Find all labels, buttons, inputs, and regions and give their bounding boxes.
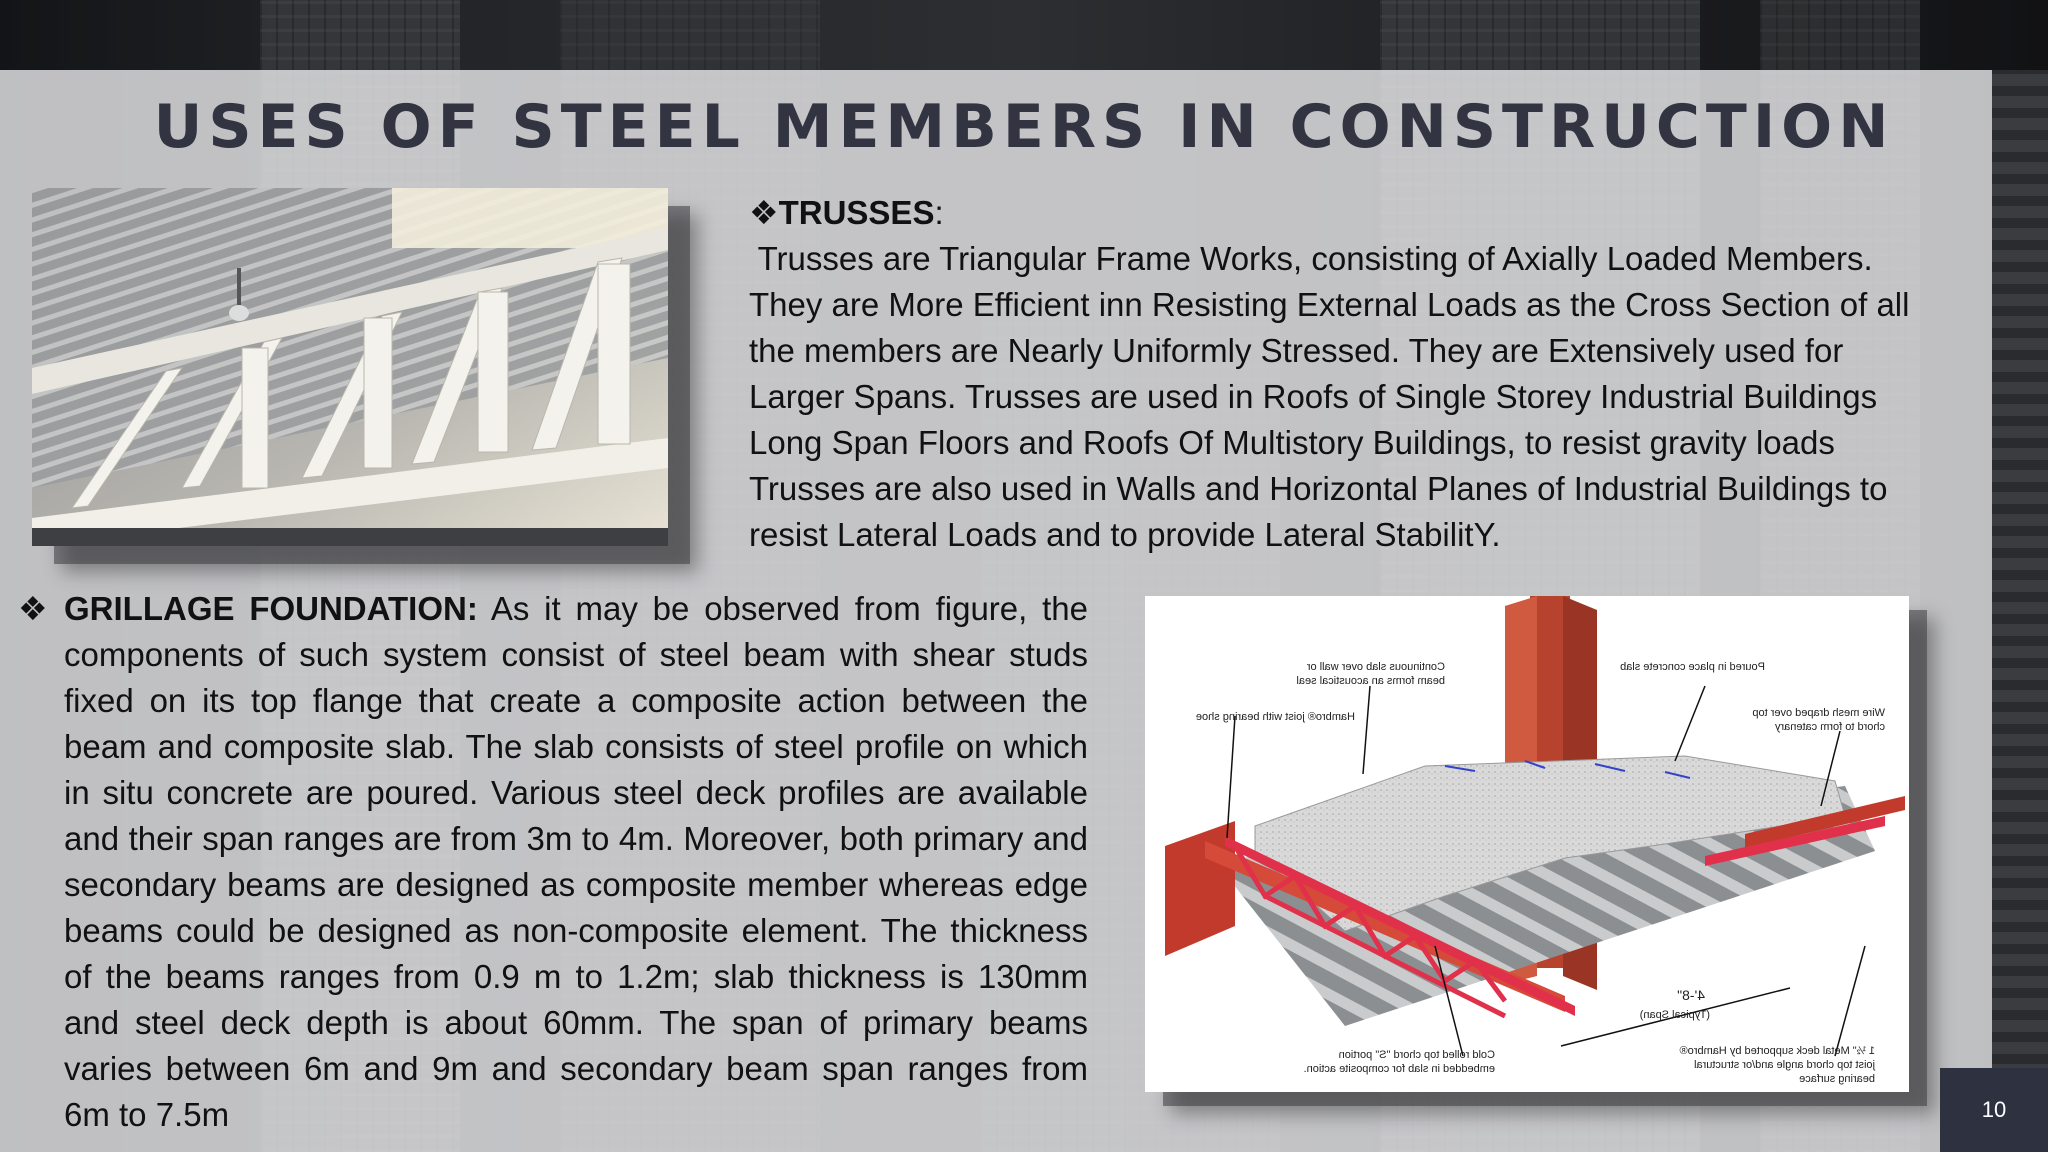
label-span-note: (Typical Span) [1639, 1009, 1710, 1021]
trusses-line: They are More Efficient inn Resisting External Loads as the Cross Section of all [749, 286, 1910, 323]
trusses-line: Long Span Floors and Roofs Of Multistory Buildings, to resist gravity loads [749, 424, 1835, 461]
trusses-line: Trusses are also used in Walls and Horizontal Planes of Industrial Buildings to [749, 470, 1888, 507]
label-poured-slab: Poured in place concrete slab [1620, 661, 1765, 673]
label-metal-deck: 1 ½" Metal deck supported by Hambro® joist top chord angle and/or structural bearing surface [1679, 1045, 1875, 1085]
label-span: 4'-8" [1677, 987, 1705, 1003]
top-dark-band [0, 0, 2048, 70]
trusses-heading-line: ❖TRUSSES: [749, 194, 944, 231]
right-edge-strip [1992, 70, 2048, 1152]
label-joist-shoe: Hambro® joist with bearing shoe [1195, 711, 1355, 723]
grillage-section [18, 586, 1088, 1138]
label-top-chord: Cold rolled top chord "S" portion embedded in slab for composite action. [1303, 1049, 1495, 1075]
truss-photo [32, 188, 668, 546]
label-wire-mesh: Wire mesh draped over top chord to form catenary [1752, 707, 1885, 733]
truss-photo-image [32, 188, 668, 546]
trusses-line: Larger Spans. Trusses are used in Roofs of Single Storey Industrial Buildings [749, 378, 1878, 415]
bullet-icon: ❖ [18, 590, 48, 627]
trusses-line: resist Lateral Loads and to provide Lateral StabilitY. [749, 516, 1501, 553]
grillage-text: As it may be observed from figure, the components of such system consist of steel beam with shear studs fixed on its top flange that create a composite action between the beam and composite slab. The slab consists of steel profile on which in situ concrete are poured. Various steel deck profiles are available and their span ranges are from 3m to 4m. Moreover, both primary and secondary beams are designed as composite member whereas edge beams could be designed as non-composite element. The thickness of the beams ranges from 0.9 m to 1.2m; slab thickness is 130mm and steel deck depth is about 60mm. The span of primary beams varies between 6m and 9m and secondary beam span ranges from 6m to 7.5m [64, 590, 1088, 1133]
trusses-line: Trusses are Triangular Frame Works, consisting of Axially Loaded Members. [749, 240, 1873, 277]
trusses-section [749, 190, 1979, 558]
grillage-heading: GRILLAGE FOUNDATION: [64, 590, 478, 627]
grillage-paragraph [64, 586, 1088, 1138]
composite-floor-svg [1145, 596, 1909, 1092]
page-number-badge: 10 [1940, 1068, 2048, 1152]
composite-floor-diagram [1145, 596, 1909, 1092]
label-slab-over-wall: Continuous slab over wall or beam forms an acoustical seal [1296, 661, 1445, 687]
trusses-heading: TRUSSES [778, 194, 935, 231]
trusses-line: the members are Nearly Uniformly Stressed. They are Extensively used for [749, 332, 1844, 369]
slide-title: USES OF STEEL MEMBERS IN CONSTRUCTION [153, 92, 1895, 162]
bullet-icon: ❖ [749, 194, 779, 231]
